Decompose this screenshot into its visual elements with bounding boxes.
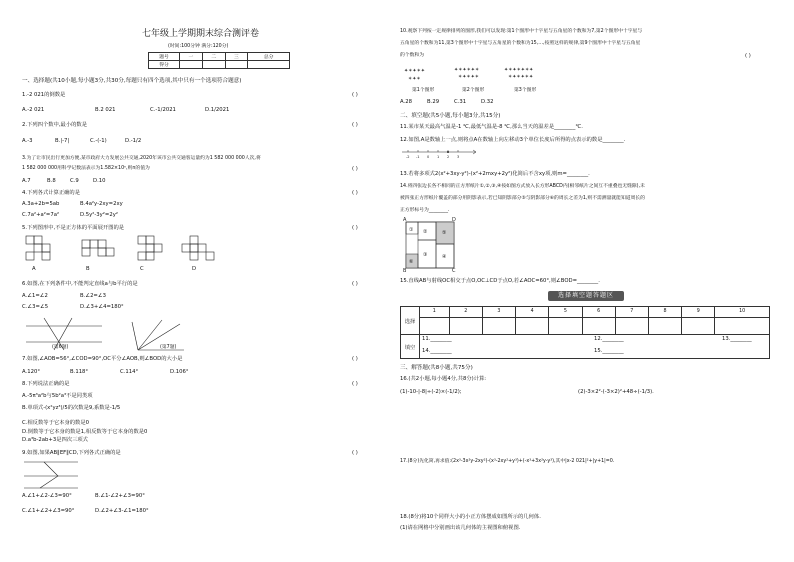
svg-text:✦✶✦✶✦✶✦: ✦✶✦✶✦✶✦ (504, 67, 534, 73)
question-9: 9.如图,如果AB∥EF∥CD,下列各式正确的是 (22, 450, 121, 456)
answer-cell[interactable] (482, 317, 515, 334)
answer-col-header: 4 (516, 307, 549, 317)
q1-option-c: C.-1/2021 (150, 107, 176, 113)
figure-10-caption-1: 第1个图形 (412, 88, 435, 93)
q8-option-e: D.a³b-2ab+3是四次三项式 (22, 437, 88, 443)
answer-paren[interactable]: ( ) (352, 92, 358, 98)
number-line (400, 147, 480, 161)
score-table (148, 52, 290, 69)
question-8: 8.下列说法正确的是 (22, 381, 70, 387)
fill-blank-13[interactable]: 13.________ (722, 336, 752, 342)
q10-option-b: B.29 (427, 99, 440, 105)
figure-7 (128, 318, 188, 354)
question-10-line2: 五角星的个数和为11,第3个图形中十字星与五角星的个数和为15,…,按照这样的规律,第9个图形中十字星与五角星 (400, 41, 641, 46)
page-title: 七年级上学期期末综合测评卷 (142, 29, 260, 39)
fill-blank-12[interactable]: 12.________ (594, 336, 624, 342)
answer-cell[interactable] (715, 317, 769, 334)
score-label: 得分 (149, 61, 180, 69)
q6-option-d: D.∠3+∠4=180° (80, 304, 124, 310)
figure-10-stars (400, 64, 560, 86)
q5-label-a: A (32, 266, 36, 272)
svg-text:D: D (452, 217, 456, 223)
q7-option-c: C.114° (120, 369, 139, 375)
score-cell[interactable] (180, 61, 203, 69)
answer-col-header: 3 (482, 307, 515, 317)
figure-9 (22, 458, 82, 492)
q8-option-a: A.-5π³a²b与5b²a³不是同类项 (22, 393, 93, 399)
answer-paren[interactable]: ( ) (352, 122, 358, 128)
svg-text:A: A (403, 217, 407, 223)
q9-option-b: B.∠1-∠2+∠3=90° (95, 493, 145, 499)
score-cell[interactable] (225, 61, 248, 69)
svg-text:✶✦✶✦✶✦: ✶✦✶✦✶✦ (508, 74, 534, 80)
q9-option-c: C.∠1+∠2+∠3=90° (22, 508, 75, 514)
answer-area-table (400, 306, 770, 359)
q4-option-b: B.4a²y-2xy=2xy (80, 201, 123, 207)
q5-cube-nets (20, 234, 220, 274)
fill-blank-14[interactable]: 14.________ (422, 348, 452, 354)
score-header: 题号 (149, 53, 180, 61)
q7-option-b: B.118° (70, 369, 89, 375)
section-1-heading: 一、选择题(共10小题,每小题3分,共30分,每题只有四个选项,其中只有一个选项符合题意) (22, 78, 242, 84)
question-4: 4.下列各式计算正确的是 (22, 190, 81, 196)
q4-option-c: C.7a²+a²=7a² (22, 212, 60, 218)
answer-col-header: 5 (549, 307, 582, 317)
answer-cell[interactable] (615, 317, 648, 334)
q5-label-c: C (140, 266, 144, 272)
q2-option-a: A.-3 (22, 138, 33, 144)
score-cell[interactable] (202, 61, 225, 69)
svg-text:✦✶✦✶✦✶: ✦✶✦✶✦✶ (454, 67, 480, 73)
svg-text:-1: -1 (416, 155, 420, 159)
q8-option-d: D.倒数等于它本身的数是1,相反数等于它本身的数是0 (22, 429, 148, 435)
question-16-part1: (1)-10-|-8|÷(-2)×(-1/2); (400, 389, 462, 395)
question-18-part1: (1)请在网格中分别画出该几何体的主视图和俯视图. (400, 525, 521, 531)
svg-text:0: 0 (427, 155, 430, 159)
answer-paren[interactable]: ( ) (352, 381, 358, 387)
answer-cell[interactable] (648, 317, 681, 334)
q7-option-a: A.120° (22, 369, 40, 375)
svg-text:3: 3 (457, 155, 460, 159)
answer-paren[interactable]: ( ) (745, 53, 751, 59)
score-header: 三 (225, 53, 248, 61)
question-6: 6.如图,在下列条件中,不能判定直线a与b平行的是 (22, 281, 138, 287)
q8-option-c: C.相反数等于它本身的数是0 (22, 420, 90, 426)
q10-option-a: A.28 (400, 99, 412, 105)
score-header: 总分 (248, 53, 290, 61)
exam-meta: (时间:100分钟 满分:120分) (168, 44, 229, 49)
question-7: 7.如图,∠AOB=56°,∠COD=90°,OC平分∠AOB,则∠BOD的大小是 (22, 356, 183, 362)
question-15: 15.直线AB与射线OC相交于点O,OC⊥CD于点O,若∠AOC=60°,则∠BOD=________. (400, 278, 600, 284)
answer-cell[interactable] (682, 317, 715, 334)
question-3-line2: 1 582 000 000用科学记数法表示为1.582×10ⁿ,则n的值为 (22, 166, 150, 171)
question-10-line3: 的个数和为 (400, 53, 424, 58)
question-2: 2.下列四个数中,最小的数是 (22, 122, 88, 128)
fill-blank-11[interactable]: 11.________ (422, 336, 452, 342)
q1-option-b: B.2 021 (95, 107, 116, 113)
question-17: 17.(8分)先化简,再求值:(2x³-3x²y-2xy²)-(x³-2xy²+y³)+(-x³+3x²y-y³),其中|x-2 021|²+|y+1|=0. (400, 459, 615, 464)
answer-cell[interactable] (549, 317, 582, 334)
question-3-line1: 3.为了让市民出行更加方便,某市政府大力发展公共交通,2020年该市公共交通客运量约为1 582 000 000人次,将 (22, 156, 261, 161)
svg-text:⑤: ⑤ (442, 230, 447, 236)
q9-option-a: A.∠1+∠2-∠3=90° (22, 493, 72, 499)
answer-row-label: 填空 (401, 335, 420, 359)
answer-col-header: 1 (420, 307, 449, 317)
svg-text:✶✦✶✦✶: ✶✦✶✦✶ (458, 74, 479, 80)
question-11: 11.某市某天最高气温是-1 ℃,最低气温是-8 ℃,那么当天的温差是________℃. (400, 124, 583, 130)
score-cell[interactable] (248, 61, 290, 69)
svg-text:③: ③ (423, 252, 428, 258)
question-16: 16.(共2小题,每小题4分,共8分)计算: (400, 376, 487, 382)
svg-text:✦✶✦✶✦: ✦✶✦✶✦ (404, 68, 425, 74)
question-14-line1: 14.将四张边长各不相同的正方形纸片①,②,③,④按如图方式放入长方形ABCD内(相邻纸片之间互不重叠也无缝隙),未 (400, 184, 645, 189)
answer-paren[interactable]: ( ) (352, 166, 358, 172)
answer-paren[interactable]: ( ) (352, 450, 358, 456)
section-2-heading: 二、填空题(共5小题,每小题3分,共15分) (400, 113, 501, 119)
question-16-part2: (2)-3×2²-(-3×2)²+48÷(-1/3). (578, 389, 654, 395)
answer-area-banner: 选择填空题答题区 (548, 291, 624, 301)
answer-cell[interactable] (449, 317, 482, 334)
q5-label-b: B (86, 266, 90, 272)
question-13: 13.若将多项式2(x²+3xy-y²)-(x²+2mxy+2y²)化简后不含xy项,则m=________. (400, 171, 590, 177)
answer-paren[interactable]: ( ) (352, 225, 358, 231)
svg-text:✶✦✶: ✶✦✶ (408, 76, 421, 82)
answer-col-header: 6 (582, 307, 615, 317)
q6-option-a: A.∠1=∠2 (22, 293, 48, 299)
q10-option-c: C.31 (454, 99, 467, 105)
answer-col-header: 9 (682, 307, 715, 317)
section-3-heading: 三、解答题(共8小题,共75分) (400, 365, 473, 371)
svg-text:⑥: ⑥ (409, 259, 414, 265)
question-12: 12.如图,A是数轴上一点,则将点A在数轴上向左移动3个单位长度后所得的点表示的数是________. (400, 137, 626, 143)
figure-10-caption-2: 第2个图形 (462, 88, 485, 93)
q6-option-b: B.∠2=∠3 (80, 293, 106, 299)
question-14-line3: 正方形标号为________. (400, 208, 450, 213)
q1-option-a: A.-2 021 (22, 107, 45, 113)
question-5: 5.下列图形中,不是正方体的平面展开图的是 (22, 225, 125, 231)
svg-text:①: ① (409, 227, 414, 233)
figure-14-squares (402, 216, 458, 272)
q4-option-a: A.3a+2b=5ab (22, 201, 60, 207)
answer-row-label: 选择 (401, 307, 420, 335)
q3-option-d: D.10 (93, 178, 106, 184)
q7-option-d: D.106° (170, 369, 189, 375)
q10-option-d: D.32 (481, 99, 494, 105)
svg-text:B: B (403, 268, 407, 272)
svg-text:2: 2 (447, 155, 450, 159)
question-14-line2: 被四张正方形纸片覆盖的部分用阴影表示,若已知阴影部分⑤与阴影部分⑥的周长之差为1,则不需测量就能知道周长的 (400, 196, 645, 201)
q1-option-d: D.1/2021 (205, 107, 230, 113)
answer-paren[interactable]: ( ) (352, 356, 358, 362)
svg-text:-2: -2 (406, 155, 410, 159)
question-1: 1.-2 021的倒数是 (22, 92, 66, 98)
q3-option-a: A.7 (22, 178, 31, 184)
svg-text:C: C (452, 268, 456, 272)
answer-paren[interactable]: ( ) (352, 281, 358, 287)
svg-text:④: ④ (442, 254, 447, 260)
q8-option-b: B.单项式-(x²yz³)/5的次数是9,系数是-1/5 (22, 405, 121, 411)
answer-col-header: 2 (449, 307, 482, 317)
answer-col-header: 7 (615, 307, 648, 317)
score-header: 二 (202, 53, 225, 61)
answer-cell[interactable] (516, 317, 549, 334)
answer-cell[interactable] (582, 317, 615, 334)
figure-10-caption-3: 第3个图形 (514, 88, 537, 93)
answer-cell[interactable] (420, 317, 449, 334)
fill-blank-15[interactable]: 15.________ (594, 348, 624, 354)
svg-text:②: ② (423, 229, 428, 235)
score-header: 一 (180, 53, 203, 61)
figure-6-caption: (第6题) (52, 345, 69, 350)
answer-cells (420, 307, 770, 335)
q3-option-c: C.9 (70, 178, 79, 184)
q5-label-d: D (192, 266, 197, 272)
svg-text:1: 1 (437, 155, 440, 159)
q6-option-c: C.∠3=∠5 (22, 304, 49, 310)
q3-option-b: B.8 (47, 178, 56, 184)
q2-option-c: C.-(-1) (90, 138, 107, 144)
question-18: 18.(8分)将10个同样大小的小正方体摆成如图所示的几何体. (400, 514, 541, 520)
answer-col-header: 8 (648, 307, 681, 317)
answer-col-header: 10 (715, 307, 769, 317)
q2-option-d: D.-1/2 (125, 138, 142, 144)
question-10-line1: 10.观察下列按一定规律排列的图形,我们可以发现:第1个图形中十字星与五角星的个数和为7,第2个图形中十字星与 (400, 29, 643, 34)
q4-option-d: D.5y²-3y²=2y² (80, 212, 118, 218)
answer-paren[interactable]: ( ) (352, 190, 358, 196)
figure-7-caption: (第7题) (160, 345, 177, 350)
q2-option-b: B.|-7| (55, 138, 70, 144)
q9-option-d: D.∠2+∠3-∠1=180° (95, 508, 149, 514)
